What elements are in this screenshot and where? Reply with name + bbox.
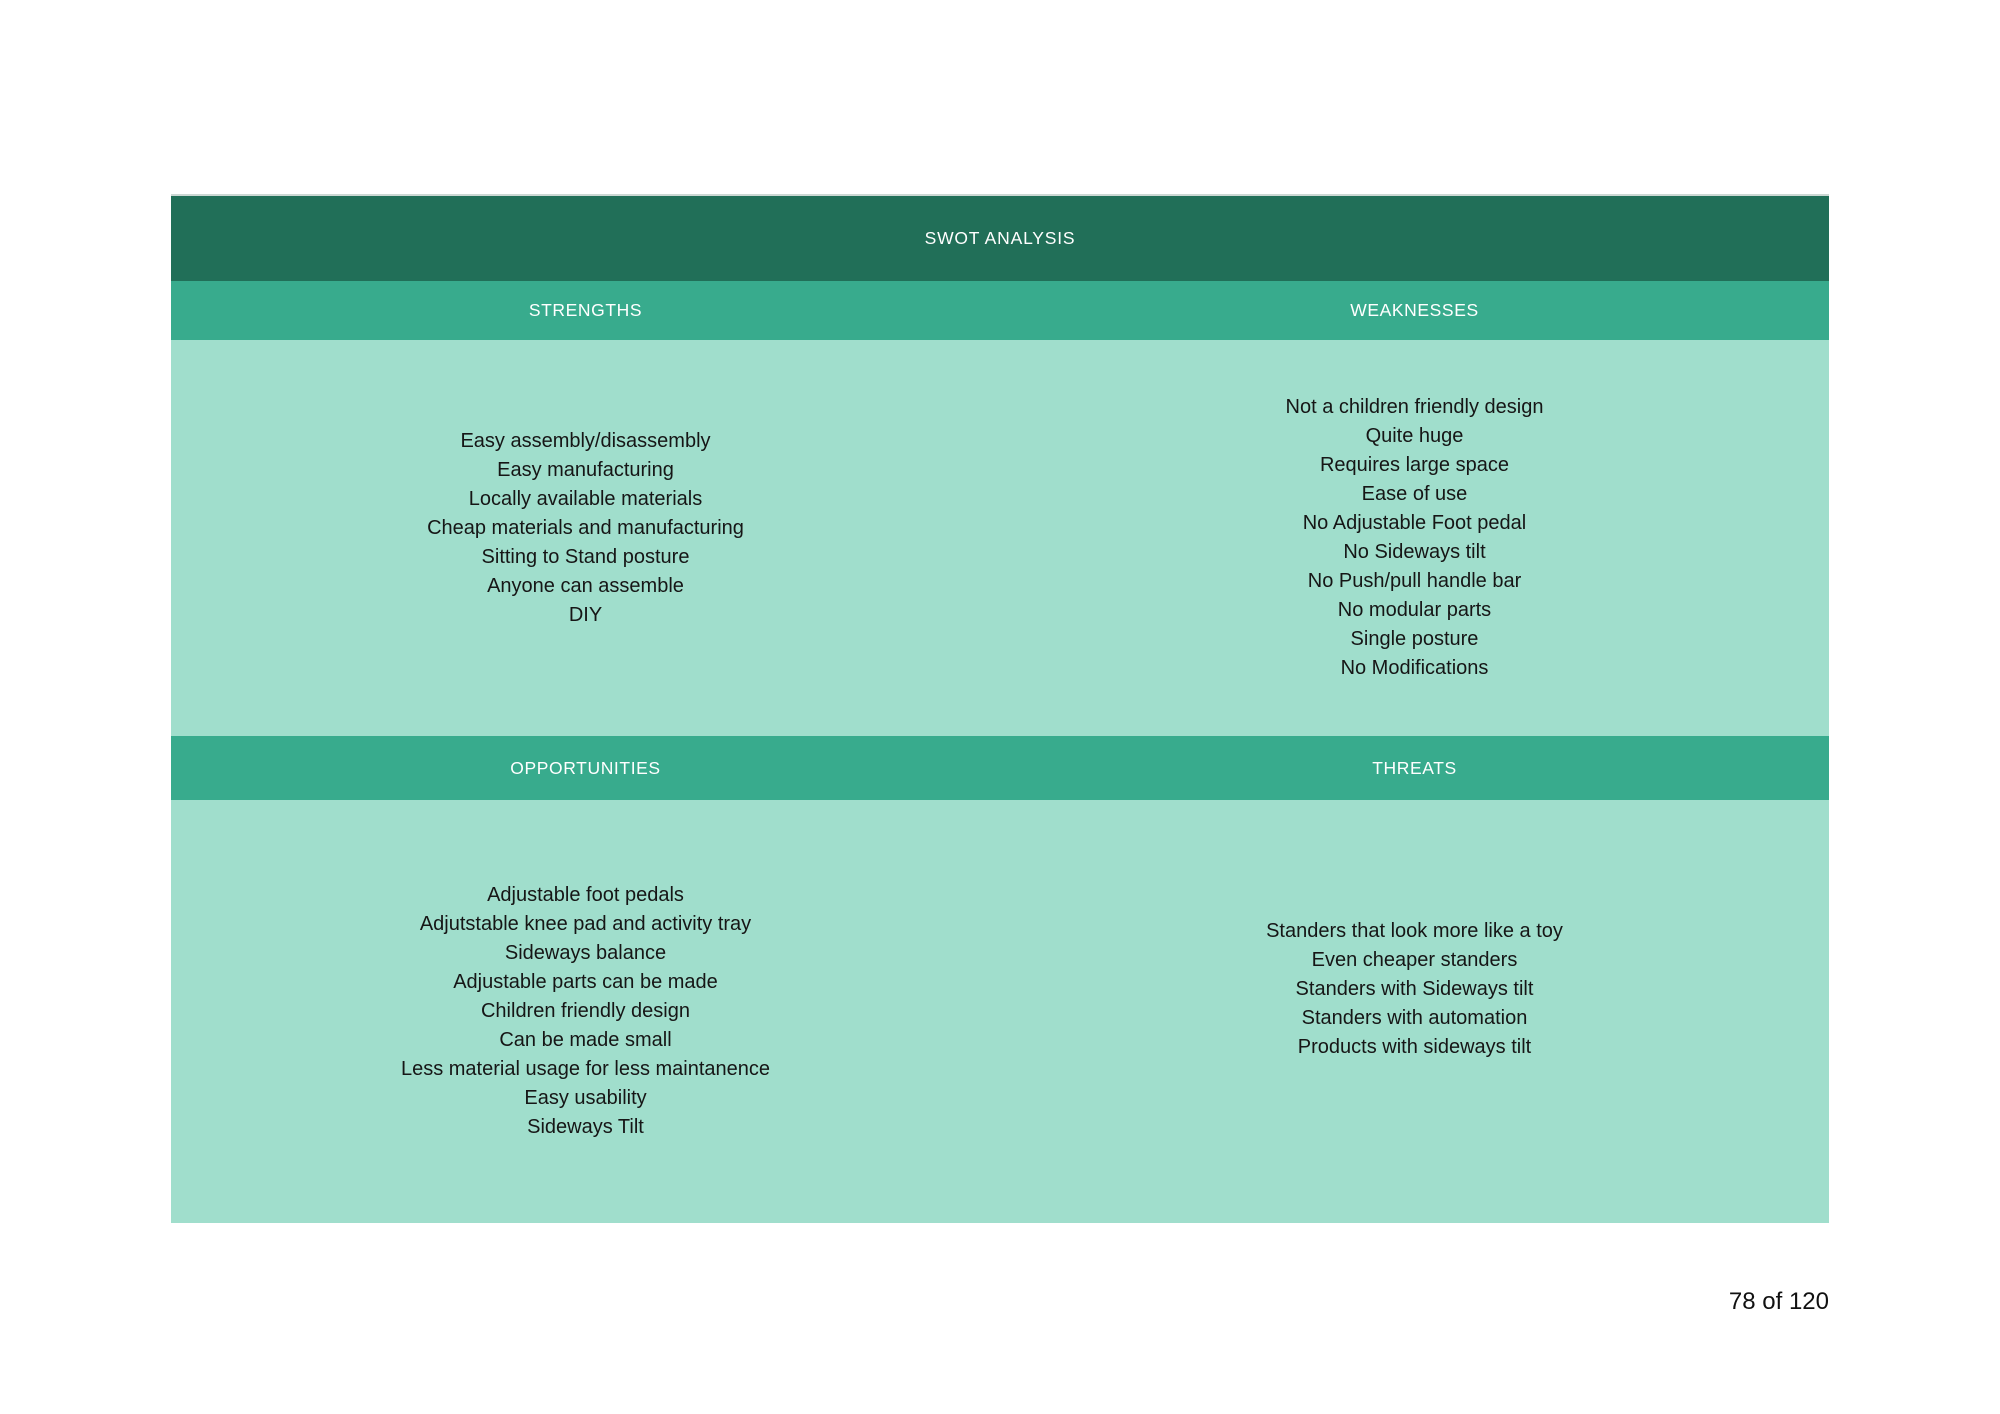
list-item: Sideways Tilt (527, 1116, 644, 1138)
list-item: Quite huge (1365, 425, 1464, 447)
list-item: Requires large space (1319, 454, 1509, 476)
list-item: Easy manufacturing (497, 458, 674, 481)
weaknesses-cell (1000, 340, 1829, 736)
list-item: Locally available materials (468, 487, 703, 510)
list-item: Anyone can assemble (487, 574, 684, 597)
opportunities-header: OPPORTUNITIES (510, 757, 661, 778)
list-item: Standers with Sideways tilt (1295, 978, 1534, 1000)
strengths-weaknesses-content-row (171, 340, 1829, 736)
weaknesses-list (1286, 393, 1544, 683)
list-item: Standers with automation (1301, 1007, 1528, 1029)
list-item: Adjustable parts can be made (453, 971, 718, 993)
opportunities-threats-header-row (171, 736, 1829, 800)
threats-header: THREATS (1372, 757, 1457, 778)
strengths-weaknesses-header-row (171, 281, 1829, 340)
list-item: No modular parts (1337, 599, 1492, 621)
threats-cell (1000, 800, 1829, 1223)
list-item: No Modifications (1340, 657, 1489, 679)
strengths-cell (171, 340, 1000, 736)
list-item: Single posture (1350, 628, 1479, 650)
list-item: Children friendly design (480, 1000, 690, 1022)
list-item: Cheap materials and manufacturing (427, 516, 744, 539)
opportunities-list (401, 881, 770, 1142)
list-item: Can be made small (499, 1029, 672, 1051)
list-item: Less material usage for less maintanence (400, 1058, 771, 1080)
list-item: Easy usability (524, 1087, 647, 1109)
list-item: Sitting to Stand posture (481, 545, 690, 568)
list-item: Products with sideways tilt (1297, 1036, 1532, 1058)
list-item: Not a children friendly design (1285, 396, 1544, 418)
swot-table (171, 194, 1829, 1223)
opportunities-threats-content-row (171, 800, 1829, 1223)
strengths-list (427, 427, 744, 630)
list-item: Sideways balance (504, 942, 667, 964)
list-item: Ease of use (1361, 483, 1468, 505)
opportunities-cell (171, 800, 1000, 1223)
list-item: Adjustable foot pedals (487, 884, 684, 906)
page-number: 78 of 120 (1728, 1288, 1829, 1315)
swot-title-bar (171, 196, 1829, 281)
list-item: Adjutstable knee pad and activity tray (419, 913, 752, 935)
list-item: Easy assembly/disassembly (460, 429, 711, 452)
list-item: No Push/pull handle bar (1307, 570, 1522, 592)
swot-title: SWOT ANALYSIS (924, 228, 1076, 248)
list-item: Even cheaper standers (1311, 949, 1518, 971)
list-item: DIY (568, 603, 603, 626)
strengths-header: STRENGTHS (528, 300, 643, 320)
list-item: No Sideways tilt (1343, 541, 1486, 563)
weaknesses-header: WEAKNESSES (1350, 300, 1479, 320)
list-item: No Adjustable Foot pedal (1302, 512, 1527, 534)
threats-list (1266, 917, 1563, 1062)
list-item: Standers that look more like a toy (1266, 920, 1563, 942)
